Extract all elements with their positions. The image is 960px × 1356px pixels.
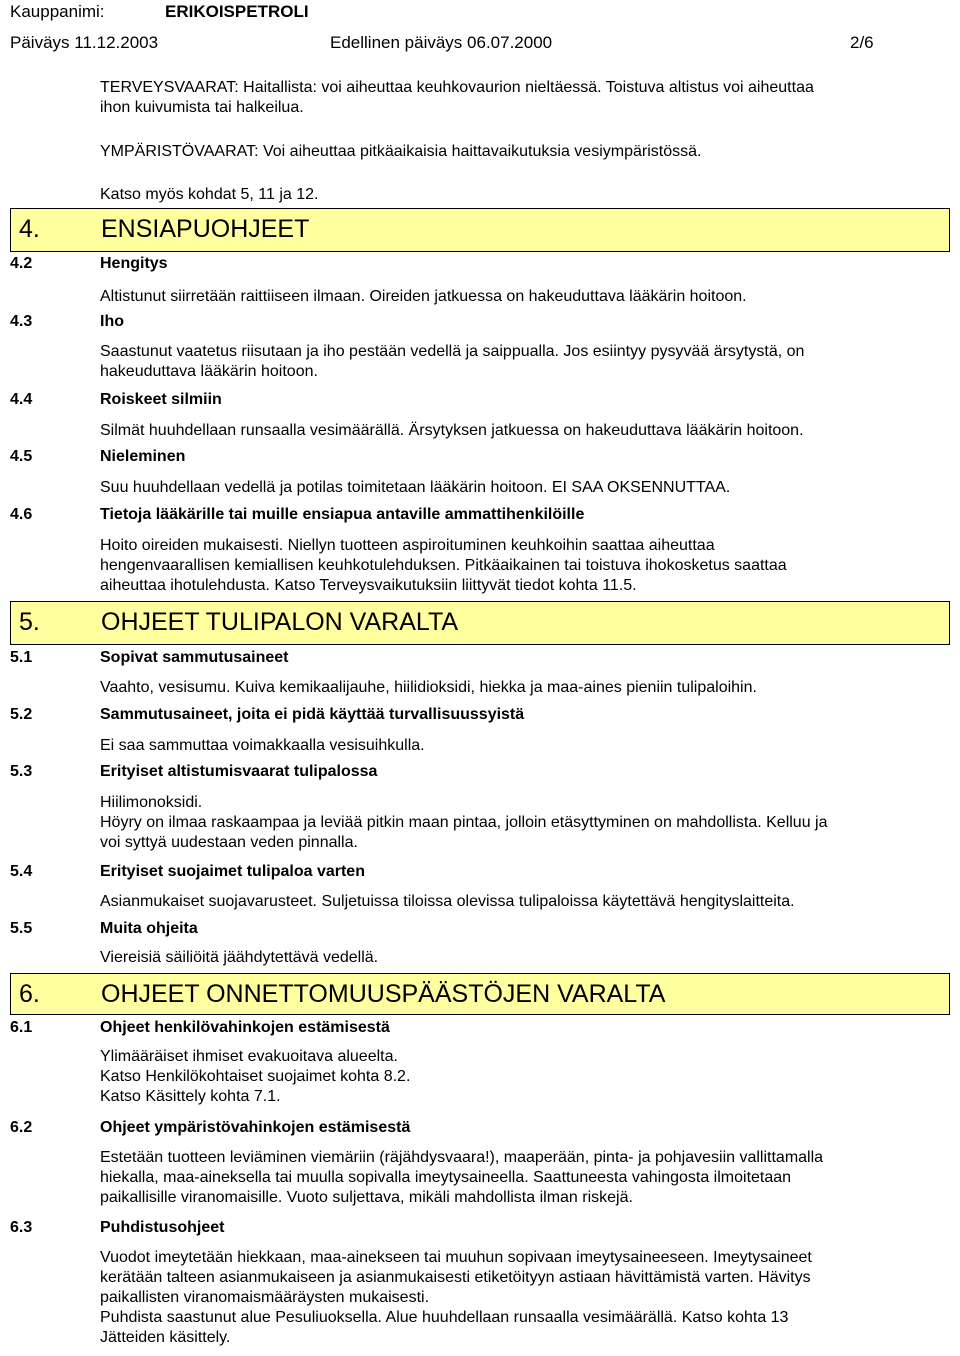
subsection-4-5-heading: 4.5 Nieleminen	[10, 448, 186, 465]
section-title: OHJEET TULIPALON VARALTA	[101, 608, 459, 636]
section-title: OHJEET ONNETTOMUUSPÄÄSTÖJEN VARALTA	[101, 980, 666, 1008]
section-number: 4.	[19, 215, 40, 243]
subsection-6-3-text: Vuodot imeytetään hiekkaan, maa-ainekseen tai muuhun sopivaan imeytysaineeseen. Imeytysaineet kerätään talteen asianmukaiseen ja asianmukaisesti etiketöityyn astiaan hävittämistä varten. Hävitys paikallisten viranomaismääräysten mukaisesti. Puhdista saastunut alue Pesuliuoksella. Alue huuhdellaan runsaalla vesimäärällä. Katso kohta 13 Jätteiden käsittely.	[100, 1249, 812, 1346]
previous-date: Edellinen päiväys 06.07.2000	[330, 33, 553, 52]
subsection-5-3-heading: 5.3 Erityiset altistumisvaarat tulipalossa	[10, 763, 378, 780]
document-date: Päiväys 11.12.2003	[10, 33, 159, 52]
subsection-5-3-text: Hiilimonoksidi. Höyry on ilmaa raskaampaa ja leviää pitkin maan pintaa, jolloin etäsyttyminen on mahdollista. Kelluu ja voi syttyä uudestaan veden pinnalla.	[100, 794, 828, 851]
health-hazards-paragraph: TERVEYSVAARAT: Haitallista: voi aiheuttaa keuhkovaurion nieltäessä. Toistuva altistus voi aiheuttaa ihon kuivumista tai halkeilua.	[100, 79, 814, 116]
subsection-5-1-heading: 5.1 Sopivat sammutusaineet	[10, 649, 289, 666]
subsection-5-2-text: Ei saa sammuttaa voimakkaalla vesisuihkulla.	[100, 737, 425, 754]
subsection-6-3-heading: 6.3 Puhdistusohjeet	[10, 1219, 225, 1236]
section-4-heading	[10, 208, 950, 252]
subsection-6-1-text: Ylimääräiset ihmiset evakuoitava alueelta. Katso Henkilökohtaiset suojaimet kohta 8.2. Katso Käsittely kohta 7.1.	[100, 1048, 411, 1105]
subsection-5-1-text: Vaahto, vesisumu. Kuiva kemikaalijauhe, hiilidioksidi, hiekka ja maa-aines pieniin tulipaloihin.	[100, 679, 757, 696]
company-name: ERIKOISPETROLI	[165, 2, 309, 21]
subsection-5-5-heading: 5.5 Muita ohjeita	[10, 920, 198, 937]
subsection-6-1-heading: 6.1 Ohjeet henkilövahinkojen estämisestä	[10, 1019, 390, 1036]
subsection-5-2-heading: 5.2 Sammutusaineet, joita ei pidä käyttää turvallisuussyistä	[10, 706, 525, 723]
section-5-heading	[10, 601, 950, 645]
subsection-4-5-text: Suu huuhdellaan vedellä ja potilas toimitetaan lääkärin hoitoon. EI SAA OKSENNUTTAA.	[100, 479, 731, 496]
environmental-hazards-paragraph: YMPÄRISTÖVAARAT: Voi aiheuttaa pitkäaikaisia haittavaikutuksia vesiympäristössä.	[100, 143, 702, 160]
company-label: Kauppanimi:	[10, 2, 105, 21]
subsection-4-3-text: Saastunut vaatetus riisutaan ja iho pestään vedellä ja saippualla. Jos esiintyy pysyvää ärsytystä, on hakeuduttava lääkärin hoitoon.	[100, 343, 805, 380]
subsection-6-2-heading: 6.2 Ohjeet ympäristövahinkojen estämisestä	[10, 1119, 411, 1136]
page-number: 2/6	[850, 33, 874, 52]
subsection-5-5-text: Viereisiä säiliöitä jäähdytettävä vedellä.	[100, 949, 379, 966]
see-also-note: Katso myös kohdat 5, 11 ja 12.	[100, 186, 319, 203]
section-number: 6.	[19, 980, 40, 1008]
subsection-4-2-text: Altistunut siirretään raittiiseen ilmaan. Oireiden jatkuessa on hakeuduttava lääkärin hoitoon.	[100, 288, 747, 305]
subsection-4-6-heading: 4.6 Tietoja lääkärille tai muille ensiapua antaville ammattihenkilöille	[10, 506, 585, 523]
section-6-heading	[10, 973, 950, 1015]
subsection-4-4-text: Silmät huuhdellaan runsaalla vesimäärällä. Ärsytyksen jatkuessa on hakeuduttava lääkärin hoitoon.	[100, 422, 804, 439]
subsection-5-4-text: Asianmukaiset suojavarusteet. Suljetuissa tiloissa olevissa tulipaloissa käytettävä hengityslaitteita.	[100, 893, 795, 910]
subsection-4-4-heading: 4.4 Roiskeet silmiin	[10, 391, 222, 408]
section-title: ENSIAPUOHJEET	[101, 215, 310, 243]
subsection-5-4-heading: 5.4 Erityiset suojaimet tulipaloa varten	[10, 863, 365, 880]
subsection-4-6-text: Hoito oireiden mukaisesti. Niellyn tuotteen aspiroituminen keuhkoihin saattaa aiheuttaa hengenvaarallisen kemiallisen keuhkotulehduksen. Pitkäaikainen tai toistuva ihokosketus saattaa aiheuttaa ihotulehdusta. Katso Terveysvaikutuksiin liittyvät tiedot kohta 11.5.	[100, 537, 787, 594]
section-number: 5.	[19, 608, 40, 636]
subsection-4-2-heading: 4.2 Hengitys	[10, 255, 168, 272]
subsection-4-3-heading: 4.3 Iho	[10, 313, 124, 330]
subsection-6-2-text: Estetään tuotteen leviäminen viemäriin (räjähdysvaara!), maaperään, pinta- ja pohjavesiin vallittamalla hiekalla, maa-aineksella tai muulla sopivalla imeytysaineella. Saattuneesta vahingosta ilmoitetaan paikallisille viranomaisille. Vuoto suljettava, mikäli mahdollista ilman riskejä.	[100, 1149, 824, 1206]
